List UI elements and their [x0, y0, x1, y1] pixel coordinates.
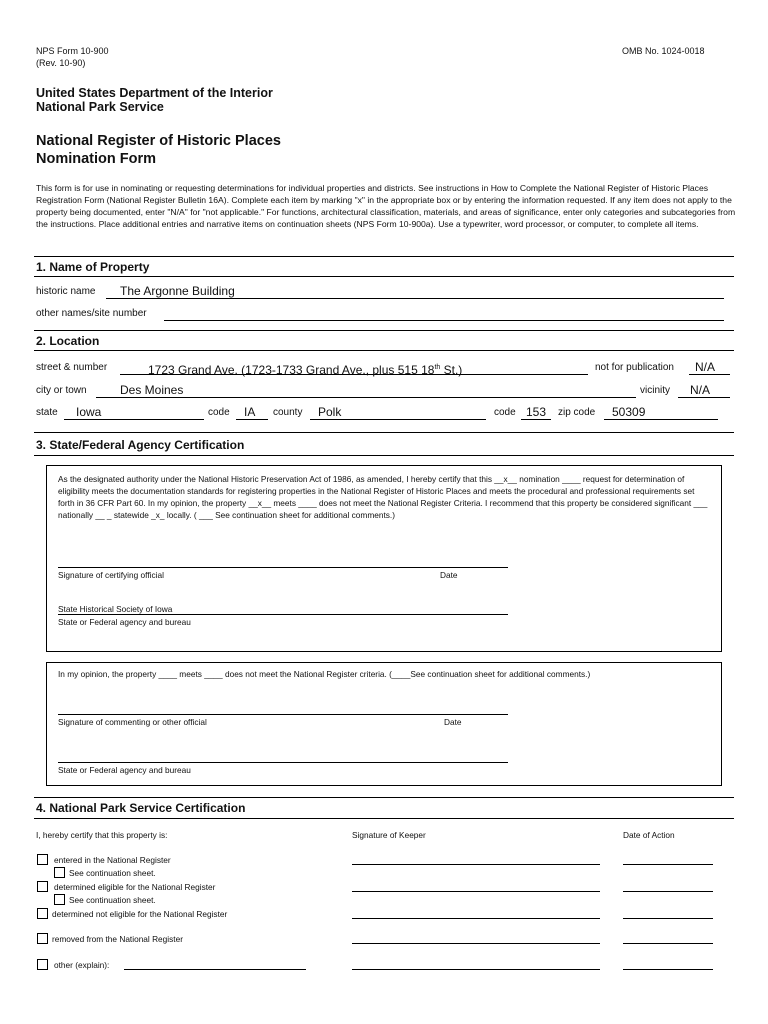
street-suffix: th	[434, 364, 441, 371]
section-rule	[34, 276, 734, 277]
keeper-signature-line[interactable]	[352, 864, 600, 865]
commenting-date-label: Date	[444, 717, 462, 727]
keeper-signature-line[interactable]	[352, 943, 600, 944]
nfp-label: not for publication	[595, 362, 674, 373]
other-names-label: other names/site number	[36, 308, 147, 319]
section-rule	[34, 330, 734, 331]
form-title: National Register of Historic Places	[36, 133, 281, 149]
form-subtitle: Nomination Form	[36, 151, 157, 167]
state-certification-text: As the designated authority under the National Historic Preservation Act of 1986, as amended, I hereby certify that this __x__ nomination ____ request for determination of eligibility meets the documentation standards for registering properties in the National Register of Historic Places and meets the procedural and professional requirements set forth in 36 CFR Part 60. In my opinion, the property __x__ meets ____ does not meet the National Register Criteria. I recommend that this property be considered significant ___ nationally __ _ statewide _x_ locally. ( ___ See continuation sheet for additional comments.)	[58, 474, 708, 520]
agency-line[interactable]	[58, 614, 508, 615]
action-date-line[interactable]	[623, 891, 713, 892]
commenting-signature-line[interactable]	[58, 714, 508, 715]
street-label: street & number	[36, 362, 108, 373]
continuation2-checkbox[interactable]	[54, 894, 65, 905]
commenting-official-text: In my opinion, the property ____ meets ____ does not meet the National Register criteria. (____See continuation sheet for additional comments.)	[58, 669, 591, 679]
not-eligible-label: determined not eligible for the National Register	[52, 909, 228, 919]
keeper-signature-line[interactable]	[352, 891, 600, 892]
code-field[interactable]	[236, 406, 268, 420]
omb-number: OMB No. 1024-0018	[622, 46, 705, 56]
nfp-field[interactable]	[689, 361, 730, 375]
continuation1-checkbox[interactable]	[54, 867, 65, 878]
city-value: Des Moines	[120, 383, 184, 397]
eligible-label: determined eligible for the National Register	[54, 882, 216, 892]
other-label: other (explain):	[54, 960, 110, 970]
removed-checkbox[interactable]	[37, 933, 48, 944]
keeper-signature-line[interactable]	[352, 918, 600, 919]
agency2-line[interactable]	[58, 762, 508, 763]
code-label: code	[208, 407, 230, 418]
county-code-value: 153	[526, 405, 547, 419]
removed-label: removed from the National Register	[52, 934, 183, 944]
agency-label: State or Federal agency and bureau	[58, 617, 191, 627]
county-value: Polk	[318, 405, 342, 419]
street-value: 1723 Grand Ave. (1723-1733 Grand Ave., plus 515 18	[148, 363, 435, 377]
continuation1-label: See continuation sheet.	[69, 868, 156, 878]
continuation2-label: See continuation sheet.	[69, 895, 156, 905]
date-of-action-label: Date of Action	[623, 830, 675, 840]
code-value: IA	[244, 405, 256, 419]
other-checkbox[interactable]	[37, 959, 48, 970]
intro-text: This form is for use in nominating or requesting determinations for individual properties and districts. See instructions in How to Complete the National Register of Historic Places Registration Form (National Register Bulletin 16A). Complete each item by marking "x" in the appropriate box or by entering the information requested. If any item does not apply to the property being documented, enter "N/A" for "not applicable." For functions, architectural classification, materials, and areas of significance, enter only categories and subcategories from the instructions. Place additional entries and narrative items on continuation sheets (NPS Form 10-900a). Use a typewriter, word processor, or computer, to complete all items.	[36, 183, 736, 229]
other-names-field[interactable]	[164, 307, 724, 321]
state-label: state	[36, 407, 58, 418]
city-field[interactable]	[96, 384, 636, 398]
service: National Park Service	[36, 100, 164, 114]
state-value: Iowa	[76, 405, 102, 419]
vicinity-label: vicinity	[640, 385, 671, 396]
section-rule	[34, 797, 734, 798]
department: United States Department of the Interior	[36, 86, 273, 100]
county-label: county	[273, 407, 303, 418]
historic-name-label: historic name	[36, 286, 96, 297]
certifying-date-label: Date	[440, 570, 458, 580]
nfp-value: N/A	[695, 360, 716, 374]
vicinity-value: N/A	[690, 383, 711, 397]
street-value-end: St.)	[440, 363, 463, 377]
agency-value: State Historical Society of Iowa	[58, 604, 173, 614]
section-rule	[34, 256, 734, 257]
agency2-label: State or Federal agency and bureau	[58, 765, 191, 775]
keeper-signature-line[interactable]	[352, 969, 600, 970]
action-date-line[interactable]	[623, 918, 713, 919]
section-3-heading: 3. State/Federal Agency Certification	[36, 438, 245, 452]
city-label: city or town	[36, 385, 87, 396]
section-rule	[34, 818, 734, 819]
section-rule	[34, 455, 734, 456]
section-2-heading: 2. Location	[36, 334, 100, 348]
section-rule	[34, 432, 734, 433]
certify-text: I, hereby certify that this property is:	[36, 830, 168, 840]
county-code-label: code	[494, 407, 516, 418]
historic-name-field[interactable]	[106, 285, 724, 299]
action-date-line[interactable]	[623, 969, 713, 970]
action-date-line[interactable]	[623, 864, 713, 865]
action-date-line[interactable]	[623, 943, 713, 944]
vicinity-field[interactable]	[678, 384, 730, 398]
state-field[interactable]	[64, 406, 204, 420]
certifying-signature-line[interactable]	[58, 567, 508, 568]
certifying-signature-label: Signature of certifying official	[58, 570, 164, 580]
form-revision: (Rev. 10-90)	[36, 58, 86, 68]
eligible-checkbox[interactable]	[37, 881, 48, 892]
county-field[interactable]	[310, 406, 486, 420]
street-field[interactable]	[120, 361, 588, 375]
commenting-signature-label: Signature of commenting or other official	[58, 717, 207, 727]
zip-label: zip code	[558, 407, 596, 418]
form-number: NPS Form 10-900	[36, 46, 109, 56]
zip-field[interactable]	[604, 406, 718, 420]
keeper-label: Signature of Keeper	[352, 830, 426, 840]
county-code-field[interactable]	[521, 406, 551, 420]
section-1-heading: 1. Name of Property	[36, 260, 150, 274]
not-eligible-checkbox[interactable]	[37, 908, 48, 919]
section-4-heading: 4. National Park Service Certification	[36, 801, 246, 815]
other-explain-line[interactable]	[124, 969, 306, 970]
entered-checkbox[interactable]	[37, 854, 48, 865]
historic-name-value: The Argonne Building	[120, 284, 235, 298]
entered-label: entered in the National Register	[54, 855, 171, 865]
section-rule	[34, 350, 734, 351]
zip-value: 50309	[612, 405, 646, 419]
